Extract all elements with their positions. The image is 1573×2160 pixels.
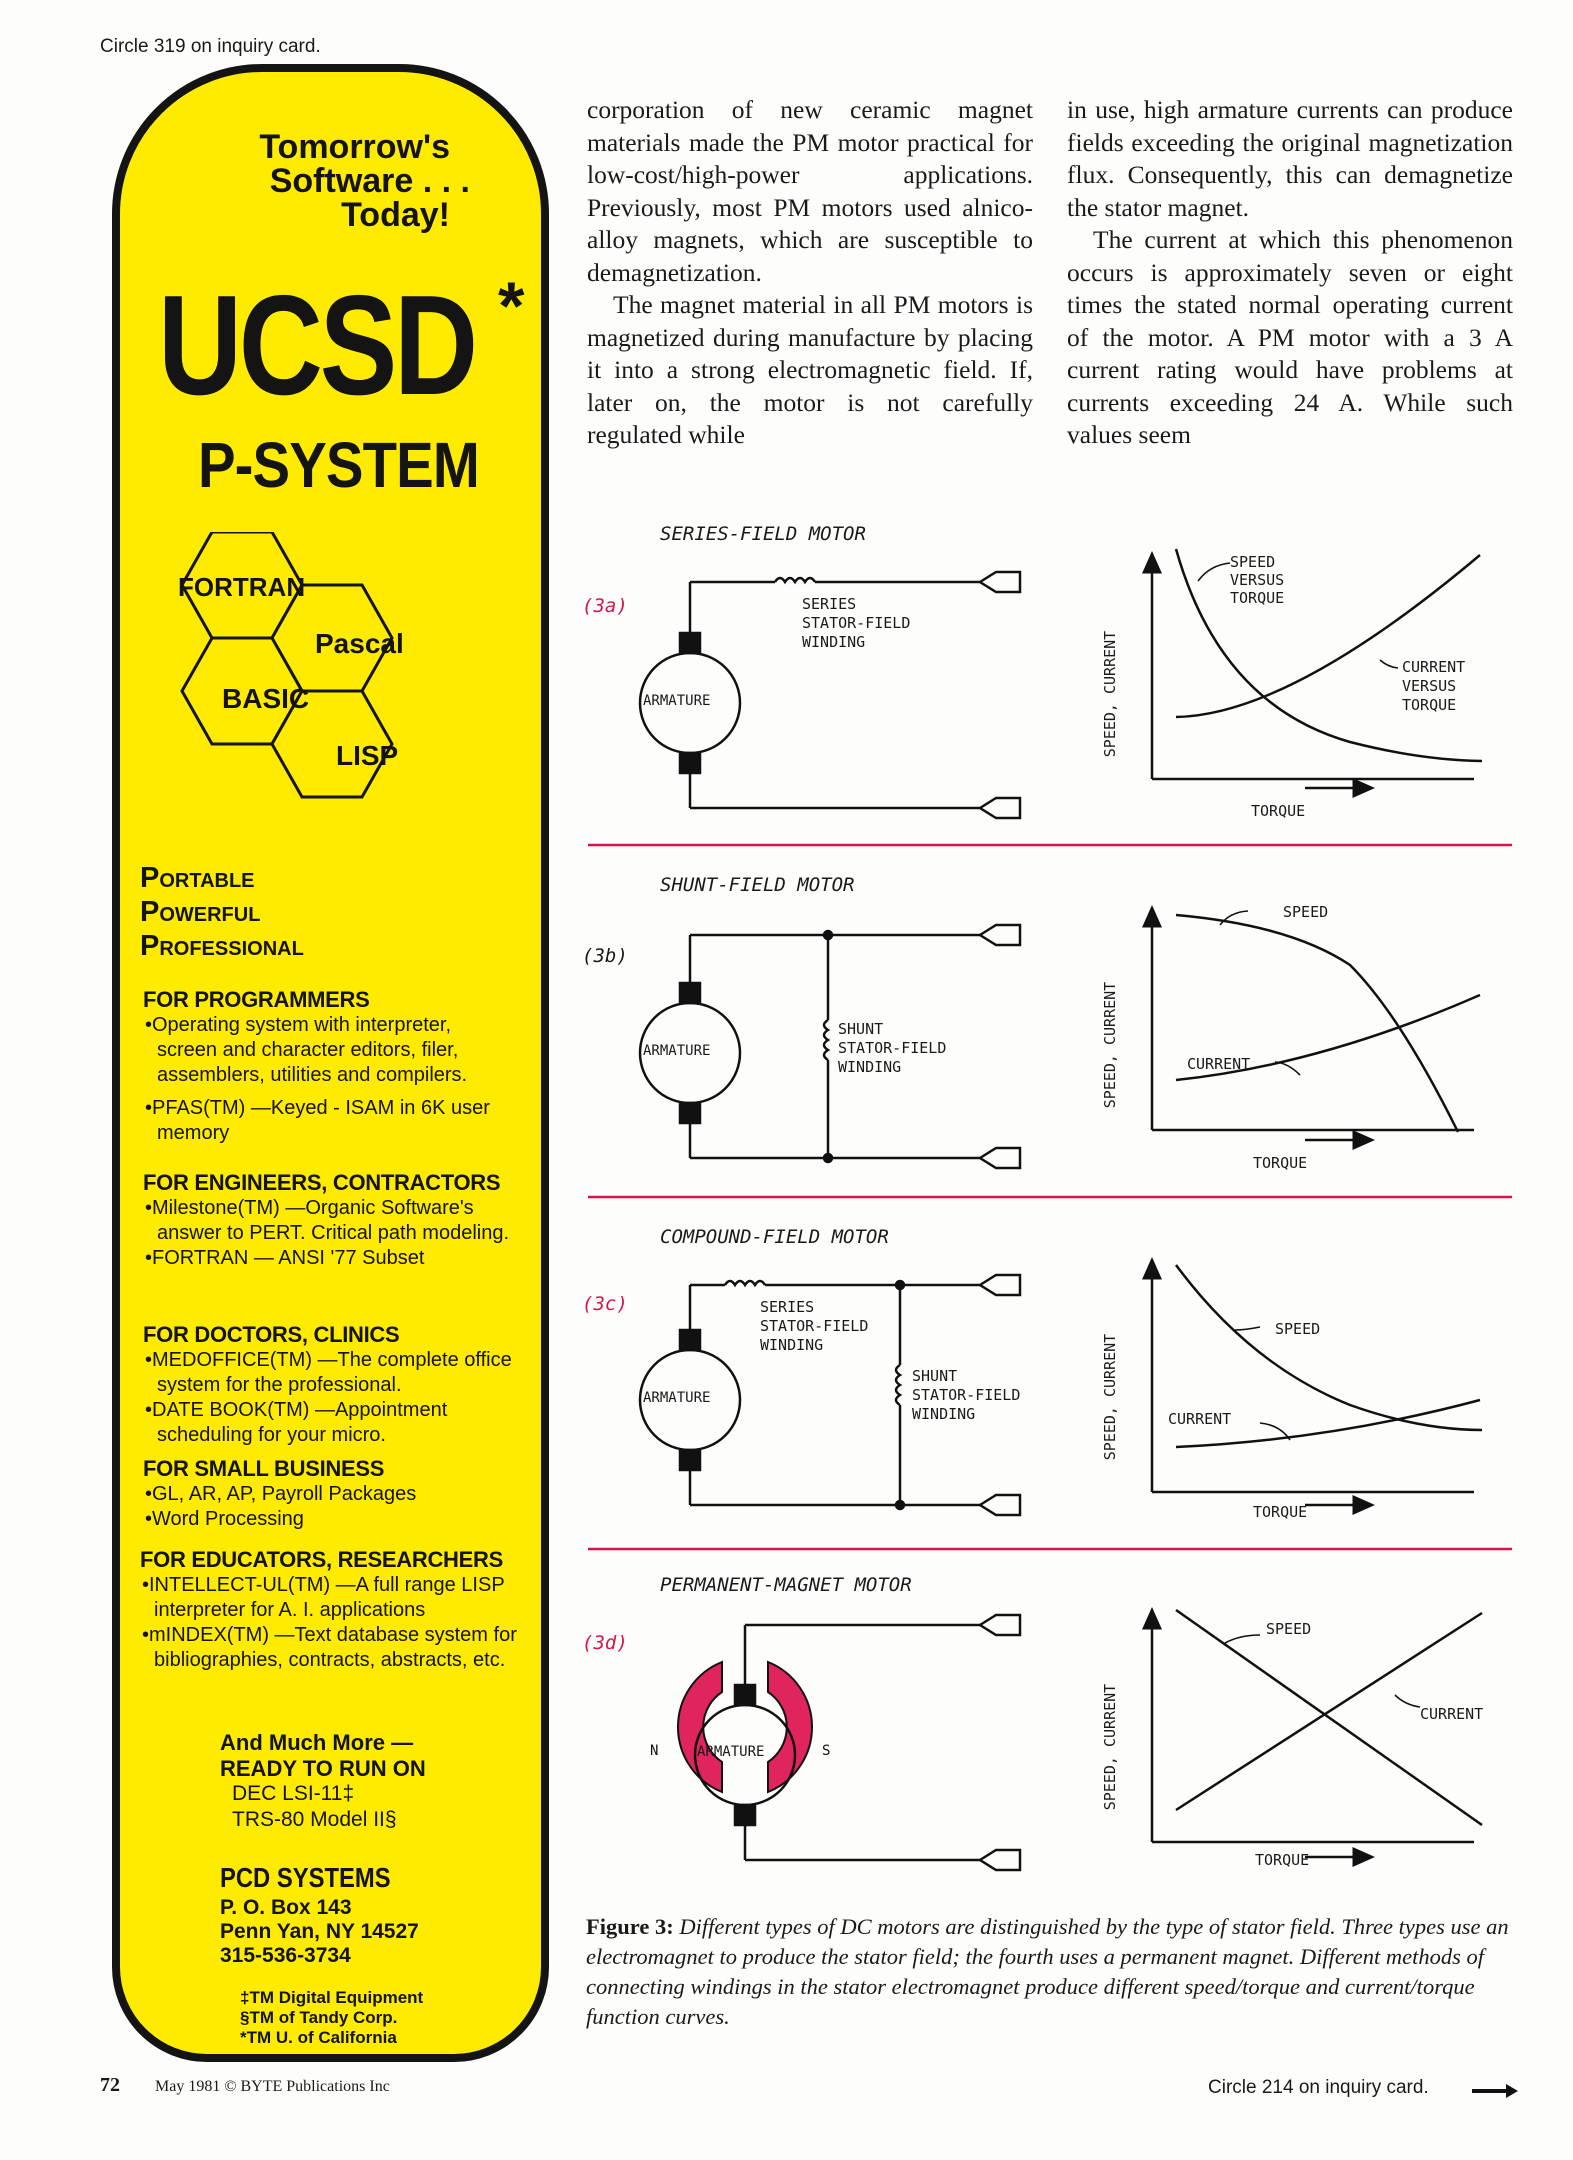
section-item: •INTELLECT-UL(TM) —A full range LISP interpreter for A. I. applications bbox=[142, 1574, 505, 1621]
ad-company: PCD SYSTEMS bbox=[220, 1862, 391, 1893]
arrow-right-icon bbox=[1472, 2083, 1520, 2099]
ad-brand: UCSD bbox=[158, 266, 475, 425]
panel-3a-speed-label bbox=[1230, 553, 1284, 607]
winding-label: STATOR-FIELD bbox=[802, 614, 911, 632]
section-item: •PFAS(TM) —Keyed - ISAM in 6K user memory bbox=[145, 1097, 490, 1144]
pillar-professional: Professional bbox=[140, 930, 304, 962]
series-speed-curve bbox=[1176, 549, 1482, 761]
section-item: •Milestone(TM) —Organic Software's answer to PERT. Critical path modeling. bbox=[145, 1197, 510, 1244]
panel-3c-id: (3c) bbox=[582, 1293, 628, 1315]
winding-label: SERIES bbox=[802, 595, 857, 613]
section-heading: FOR ENGINEERS, CONTRACTORS bbox=[143, 1170, 501, 1195]
caption-label: Figure 3: bbox=[586, 1914, 674, 1939]
panel-3c-series-winding bbox=[760, 1298, 868, 1355]
panel-3a-id: (3a) bbox=[582, 595, 628, 617]
winding-label: SHUNT bbox=[912, 1367, 958, 1385]
section-heading: FOR EDUCATORS, RESEARCHERS bbox=[140, 1547, 503, 1572]
ad-more-1: And Much More — bbox=[220, 1730, 414, 1755]
inquiry-circle-bottom: Circle 214 on inquiry card. bbox=[1208, 2077, 1429, 2098]
panel-3c-title: COMPOUND-FIELD MOTOR bbox=[660, 1226, 889, 1248]
winding-label: SHUNT bbox=[838, 1020, 884, 1038]
ad-tagline-1: Tomorrow's bbox=[259, 128, 450, 166]
panel-3b-winding bbox=[838, 1020, 946, 1077]
ad-tagline-3: Today! bbox=[341, 196, 450, 234]
compound-speed-curve bbox=[1176, 1265, 1482, 1430]
article-paragraph: The magnet material in all PM motors is magnetized during manufacture by placing it into a strong electromagnetic field. If, later on, the motor is not carefully regulated while bbox=[587, 290, 1033, 449]
panel-3d-title: PERMANENT-MAGNET MOTOR bbox=[660, 1574, 912, 1596]
y-axis-label-c: SPEED, CURRENT bbox=[1101, 1333, 1119, 1461]
lang-fortran: FORTRAN bbox=[178, 572, 306, 602]
ad-platform-2: TRS-80 Model II§ bbox=[232, 1808, 397, 1831]
panel-3d-current-label: CURRENT bbox=[1420, 1705, 1484, 1723]
ad-section-business bbox=[143, 1456, 515, 1532]
section-heading: FOR DOCTORS, CLINICS bbox=[143, 1322, 400, 1347]
magnet-south bbox=[768, 1662, 812, 1792]
ad-section-programmers bbox=[143, 987, 515, 1146]
ad-section-engineers bbox=[143, 1170, 515, 1271]
panel-3b-current-label: CURRENT bbox=[1187, 1055, 1251, 1073]
x-axis-label-a: TORQUE bbox=[1251, 802, 1306, 820]
panel-3b-id: (3b) bbox=[582, 945, 628, 967]
ad-product: P-SYSTEM bbox=[198, 429, 479, 501]
section-heading: FOR SMALL BUSINESS bbox=[143, 1456, 385, 1481]
winding-label: WINDING bbox=[912, 1405, 976, 1423]
lang-basic: BASIC bbox=[222, 683, 310, 714]
panel-3d-graph bbox=[1152, 1610, 1482, 1857]
ad-address-1: P. O. Box 143 bbox=[220, 1896, 352, 1919]
panel-3b-title: SHUNT-FIELD MOTOR bbox=[660, 874, 855, 896]
y-axis-label-b: SPEED, CURRENT bbox=[1101, 981, 1119, 1109]
x-axis-label-d: TORQUE bbox=[1255, 1851, 1310, 1869]
panel-3c-current-label: CURRENT bbox=[1168, 1410, 1232, 1428]
section-heading: FOR PROGRAMMERS bbox=[143, 987, 370, 1012]
panel-3c-graph bbox=[1152, 1265, 1482, 1505]
winding-label: STATOR-FIELD bbox=[912, 1386, 1021, 1404]
winding-label: WINDING bbox=[838, 1058, 902, 1076]
ucsd-advertisement bbox=[112, 64, 549, 2062]
winding-label: SERIES bbox=[760, 1298, 815, 1316]
lang-lisp: LISP bbox=[336, 740, 399, 771]
ad-more-2: READY TO RUN ON bbox=[220, 1756, 426, 1781]
graph-label: TORQUE bbox=[1230, 589, 1285, 607]
article-column-1 bbox=[587, 94, 1033, 452]
ad-brand-star: * bbox=[498, 268, 525, 344]
section-item: •GL, AR, AP, Payroll Packages bbox=[145, 1483, 417, 1505]
panel-3a-current-label bbox=[1402, 658, 1465, 715]
panel-3d-speed-label: SPEED bbox=[1266, 1620, 1312, 1638]
graph-label: SPEED bbox=[1230, 553, 1276, 571]
article-column-2 bbox=[1067, 94, 1513, 452]
ad-tagline-2: Software . . . bbox=[269, 162, 470, 200]
figure-caption bbox=[586, 1912, 1516, 2032]
ad-section-educators bbox=[140, 1547, 520, 1673]
shunt-speed-curve bbox=[1176, 915, 1458, 1132]
graph-label: VERSUS bbox=[1402, 677, 1457, 695]
x-axis-label-b: TORQUE bbox=[1253, 1154, 1308, 1172]
figure-3-motor-diagrams bbox=[570, 505, 1530, 1880]
y-axis-label-a: SPEED, CURRENT bbox=[1101, 630, 1119, 758]
section-item: •Operating system with interpreter, screen and character editors, filer, assemblers, utilities and compilers. bbox=[145, 1014, 468, 1086]
panel-3a-title: SERIES-FIELD MOTOR bbox=[660, 523, 866, 545]
pillar-portable: Portable bbox=[140, 862, 255, 894]
winding-label: STATOR-FIELD bbox=[760, 1317, 869, 1335]
section-item: •Word Processing bbox=[145, 1508, 304, 1530]
article-paragraph: corporation of new ceramic magnet materials made the PM motor practical for low-cost/high-power applications. Previously, most PM motors used alnico-alloy magnets, which are susceptible to demagnetization. bbox=[587, 95, 1033, 287]
ad-phone: 315-536-3734 bbox=[220, 1944, 351, 1967]
panel-3a-armature: ARMATURE bbox=[643, 693, 711, 709]
ad-tm-2: §TM of Tandy Corp. bbox=[240, 2008, 398, 2027]
ad-address-2: Penn Yan, NY 14527 bbox=[220, 1920, 419, 1943]
panel-3d-armature: ARMATURE bbox=[697, 1744, 765, 1760]
graph-label: VERSUS bbox=[1230, 571, 1285, 589]
ad-tm-3: *TM U. of California bbox=[240, 2028, 397, 2047]
issue-line: May 1981 © BYTE Publications Inc bbox=[155, 2078, 390, 2095]
pole-north: N bbox=[650, 1743, 659, 1759]
ad-tm-1: ‡TM Digital Equipment bbox=[240, 1988, 424, 2007]
winding-label: STATOR-FIELD bbox=[838, 1039, 947, 1057]
panel-3d-circuit bbox=[678, 1615, 1020, 1870]
pillar-powerful: Powerful bbox=[140, 896, 261, 928]
ad-platform-1: DEC LSI-11‡ bbox=[232, 1782, 355, 1805]
section-item: •DATE BOOK(TM) —Appointment scheduling for your micro. bbox=[145, 1399, 448, 1446]
section-item: •MEDOFFICE(TM) —The complete office system for the professional. bbox=[145, 1349, 512, 1396]
panel-3c-shunt-winding bbox=[912, 1367, 1020, 1424]
panel-3a-winding bbox=[802, 595, 910, 652]
y-axis-label-d: SPEED, CURRENT bbox=[1101, 1683, 1119, 1811]
panel-3b-graph bbox=[1152, 911, 1480, 1140]
graph-label: TORQUE bbox=[1402, 696, 1457, 714]
panel-3c-armature: ARMATURE bbox=[643, 1390, 711, 1406]
page-number: 72 bbox=[100, 2074, 120, 2096]
winding-label: WINDING bbox=[760, 1336, 824, 1354]
ad-section-doctors bbox=[143, 1322, 515, 1448]
winding-label: WINDING bbox=[802, 633, 866, 651]
caption-text: Different types of DC motors are distinguished by the type of stator field. Three types use an electromagnet to produce the stator field; the fourth uses a permanent magnet. Different methods of connecting windings in the stator electromagnet produce different speed/torque and current/torque function curves. bbox=[586, 1914, 1509, 2029]
panel-3c-speed-label: SPEED bbox=[1275, 1320, 1321, 1338]
section-item: •mINDEX(TM) —Text database system for bibliographies, contracts, abstracts, etc. bbox=[142, 1624, 517, 1671]
article-paragraph: The current at which this phenomenon occurs is approximately seven or eight times the stated normal operating current of the motor. A PM motor with a 3 A current rating would have problems at currents exceeding 24 A. While such values seem bbox=[1067, 225, 1513, 449]
section-item: •FORTRAN — ANSI '77 Subset bbox=[145, 1247, 425, 1269]
inquiry-circle-top: Circle 319 on inquiry card. bbox=[100, 36, 321, 57]
x-axis-label-c: TORQUE bbox=[1253, 1503, 1308, 1521]
lang-pascal: Pascal bbox=[315, 628, 404, 659]
magnet-north bbox=[678, 1662, 722, 1792]
panel-3b-speed-label: SPEED bbox=[1283, 903, 1329, 921]
panel-3d-id: (3d) bbox=[582, 1632, 628, 1654]
article-paragraph: in use, high armature currents can produce fields exceeding the original magnetization flux. Consequently, this can demagnetize the stator magnet. bbox=[1067, 95, 1513, 222]
panel-3b-armature: ARMATURE bbox=[643, 1043, 711, 1059]
graph-label: CURRENT bbox=[1402, 658, 1466, 676]
pole-south: S bbox=[822, 1743, 831, 1759]
